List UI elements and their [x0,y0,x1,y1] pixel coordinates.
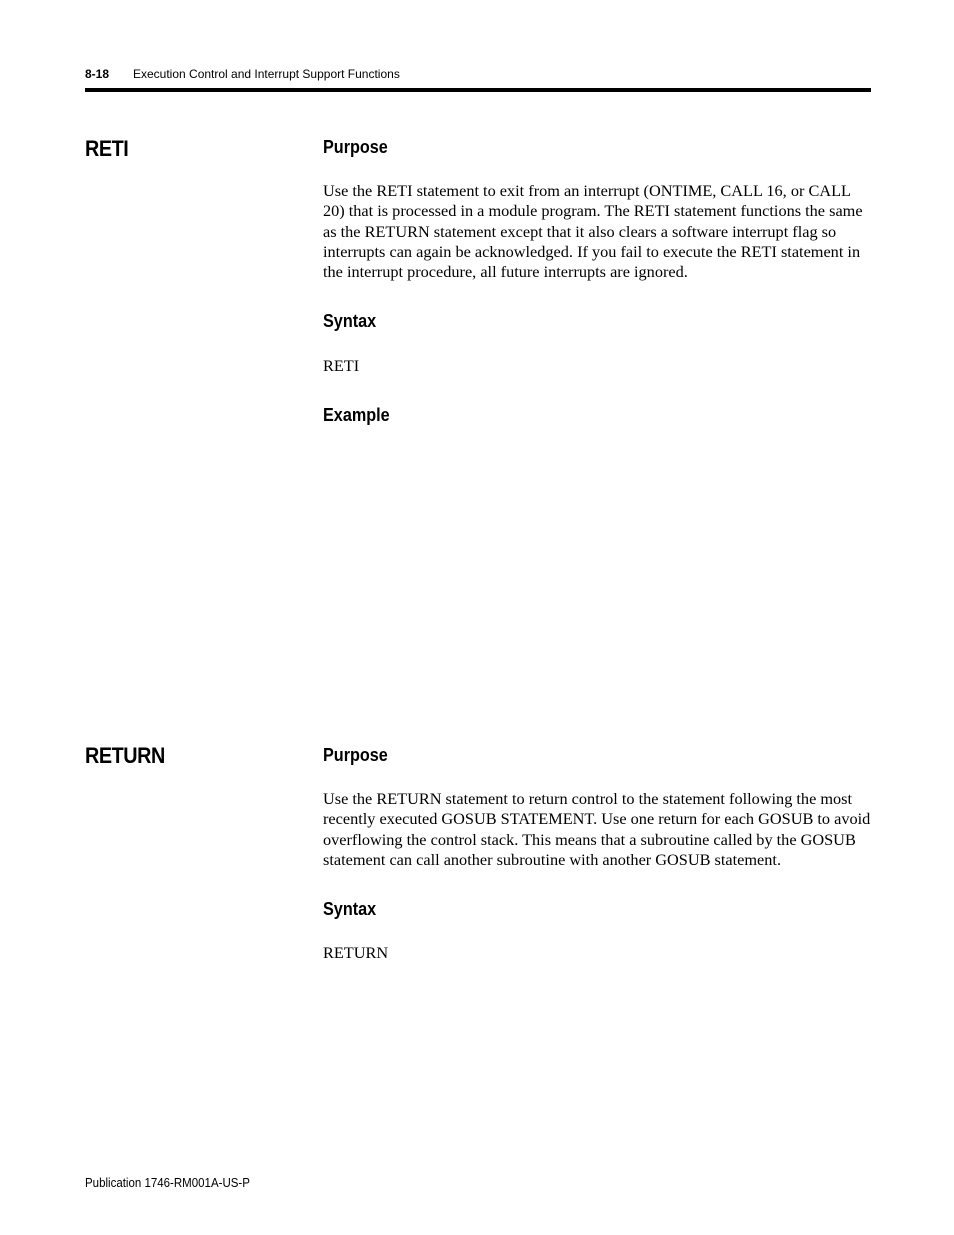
section-title-return: RETURN [85,743,165,768]
reti-example-heading: Example [323,405,390,425]
return-purpose-text: Use the RETURN statement to return control to the statement following the most recently executed GOSUB STATEMENT. Use one return for each GOSUB to avoid overflowing the control stack. This means that a subroutine called by the GOSUB statement can call another subroutine with another GOSUB statement. [323,789,871,869]
reti-syntax-heading: Syntax [323,311,377,331]
header-rule [85,88,871,92]
reti-purpose-heading: Purpose [323,137,388,157]
reti-purpose-text: Use the RETI statement to exit from an interrupt (ONTIME, CALL 16, or CALL 20) that is processed in a module program. The RETI statement functions the same as the RETURN statement except that it also clears a software interrupt flag so interrupts can again be acknowledged. If you fail to execute the RETI statement in the interrupt procedure, all future interrupts are ignored. [323,181,863,282]
page-header [85,66,400,82]
chapter-title: Execution Control and Interrupt Support Functions [133,67,400,81]
return-purpose-heading: Purpose [323,745,388,765]
page-footer: Publication 1746-RM001A-US-P [85,1176,250,1190]
page-number: 8-18 [85,67,110,81]
return-syntax-text: RETURN [323,943,389,962]
reti-syntax-text: RETI [323,356,360,375]
return-syntax-heading: Syntax [323,899,377,919]
section-title-reti: RETI [85,136,129,161]
